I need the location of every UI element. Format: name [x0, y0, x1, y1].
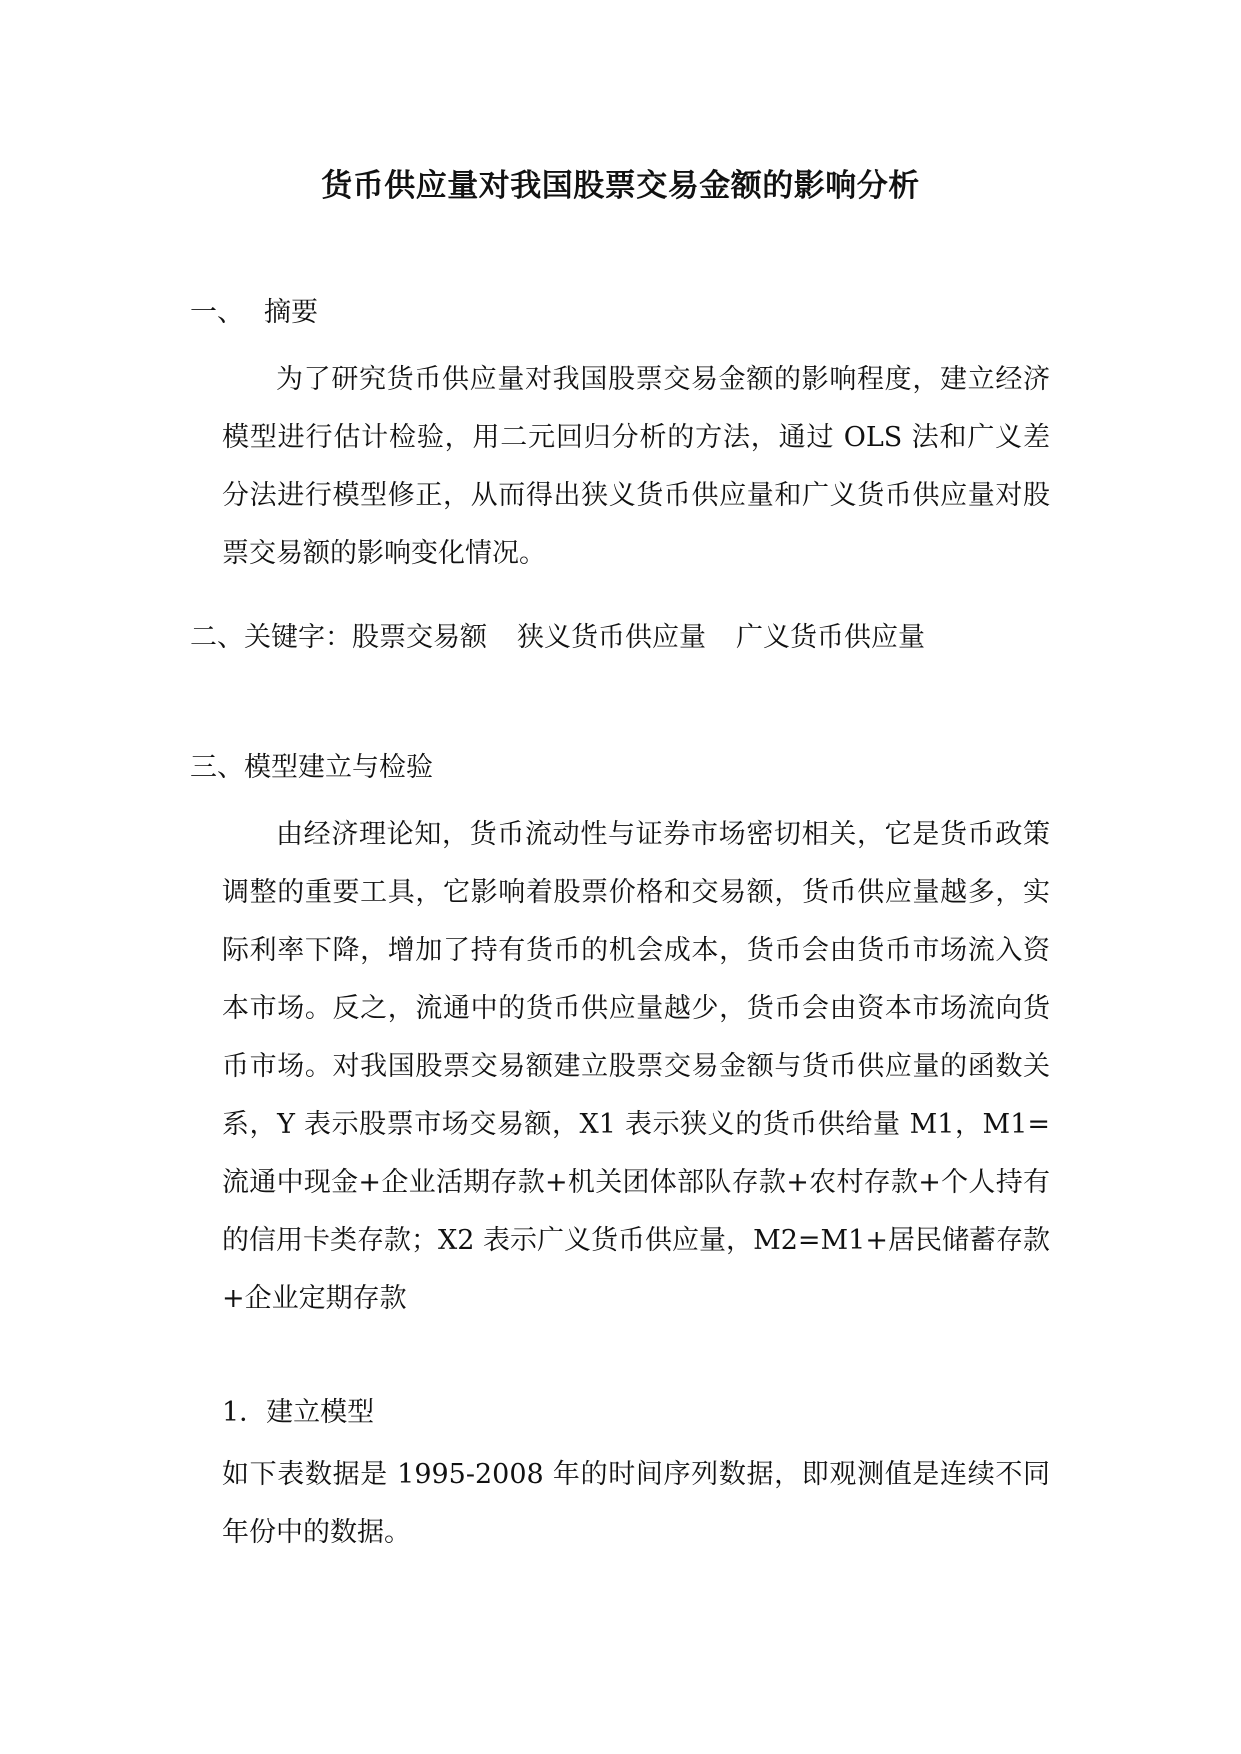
page-title: 货币供应量对我国股票交易金额的影响分析 — [321, 168, 920, 204]
keyword: 广义货币供应量 — [736, 622, 925, 653]
abstract-paragraph: 为了研究货币供应量对我国股票交易金额的影响程度，建立经济模型进行估计检验，用二元回归分析的方法，通过 OLS 法和广义差分法进行模型修正，从而得出狭义货币供应量和广义货币供应量对股票交易额的影响变化情况。 — [222, 364, 1050, 569]
section-abstract-heading — [190, 290, 318, 329]
section-model-heading: 三、模型建立与检验 — [190, 752, 433, 783]
keyword: 狭义货币供应量 — [517, 622, 706, 653]
section-title: 摘要 — [264, 297, 318, 328]
keyword: 股票交易额 — [352, 622, 487, 653]
model-paragraph: 由经济理论知，货币流动性与证券市场密切相关，它是货币政策调整的重要工具，它影响着股票价格和交易额，货币供应量越多，实际利率下降，增加了持有货币的机会成本，货币会由货币市场流入资本市场。反之，流通中的货币供应量越少，货币会由资本市场流向货币市场。对我国股票交易额建立股票交易金额与货币供应量的函数关系，Y 表示股票市场交易额，X1 表示狭义的货币供给量 M1，M1=流通中现金+企业活期存款+机关团体部队存款+农村存款+个人持有的信用卡类存款；X2 表示广义货币供应量，M2=M1+居民储蓄存款+企业定期存款 — [222, 819, 1050, 1314]
section-number: 一、 — [190, 297, 244, 328]
keywords-label: 二、关键字： — [190, 622, 352, 653]
subsection-heading: 1．建立模型 — [222, 1397, 375, 1428]
keywords-line — [190, 615, 925, 654]
data-description-paragraph: 如下表数据是 1995-2008 年的时间序列数据，即观测值是连续不同年份中的数据。 — [222, 1459, 1050, 1548]
